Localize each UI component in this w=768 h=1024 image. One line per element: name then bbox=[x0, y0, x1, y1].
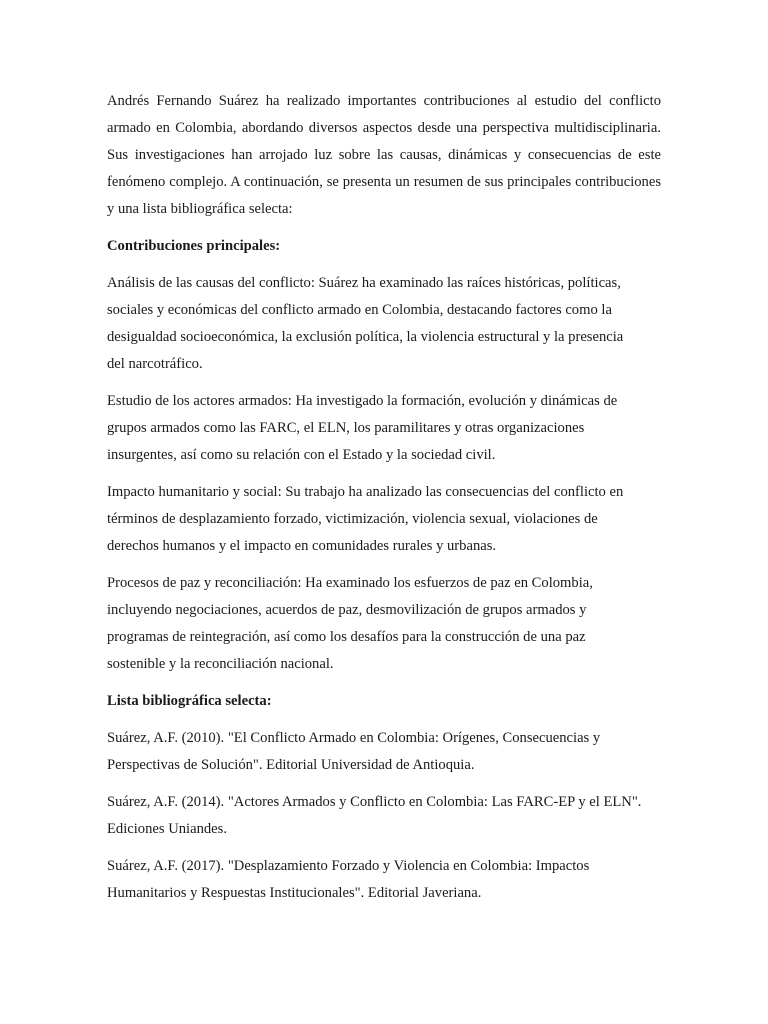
line: sociales y económicas del conflicto armado en Colombia, destacando factores como la bbox=[107, 302, 612, 318]
bibliography-item bbox=[107, 789, 661, 843]
line: Análisis de las causas del conflicto: Suárez ha examinado las raíces históricas, políticas, bbox=[107, 275, 621, 291]
contribution-peace bbox=[107, 570, 661, 678]
line: Suárez, A.F. (2010). "El Conflicto Armado en Colombia: Orígenes, Consecuencias y bbox=[107, 730, 601, 746]
contributions-heading: Contribuciones principales: bbox=[107, 238, 281, 254]
contribution-actors bbox=[107, 388, 661, 469]
line: Estudio de los actores armados: Ha investigado la formación, evolución y dinámicas de bbox=[107, 393, 618, 409]
line: programas de reintegración, así como los desafíos para la construcción de una paz bbox=[107, 629, 586, 645]
line: derechos humanos y el impacto en comunidades rurales y urbanas. bbox=[107, 538, 497, 554]
line: grupos armados como las FARC, el ELN, los paramilitares y otras organizaciones bbox=[107, 420, 585, 436]
document-page bbox=[107, 88, 661, 917]
line: del narcotráfico. bbox=[107, 356, 203, 372]
line: Procesos de paz y reconciliación: Ha examinado los esfuerzos de paz en Colombia, bbox=[107, 575, 593, 591]
line: Suárez, A.F. (2014). "Actores Armados y Conflicto en Colombia: Las FARC-EP y el ELN". bbox=[107, 794, 642, 810]
line: términos de desplazamiento forzado, victimización, violencia sexual, violaciones de bbox=[107, 511, 598, 527]
line: Humanitarios y Respuestas Institucionales". Editorial Javeriana. bbox=[107, 885, 482, 901]
line: Perspectivas de Solución". Editorial Universidad de Antioquia. bbox=[107, 757, 475, 773]
line: incluyendo negociaciones, acuerdos de paz, desmovilización de grupos armados y bbox=[107, 602, 587, 618]
contribution-causes bbox=[107, 270, 661, 378]
line: sostenible y la reconciliación nacional. bbox=[107, 656, 334, 672]
intro-paragraph: Andrés Fernando Suárez ha realizado importantes contribuciones al estudio del conflicto armado en Colombia, abordando diversos aspectos desde una perspectiva multidisciplinaria. Sus investigaciones han arrojado luz sobre las causas, dinámicas y consecuencias de este fenómeno complejo. A continuación, se presenta un resumen de sus principales contribuciones y una lista bibliográfica selecta: bbox=[107, 93, 661, 217]
bibliography-heading: Lista bibliográfica selecta: bbox=[107, 693, 272, 709]
line: Impacto humanitario y social: Su trabajo ha analizado las consecuencias del conflicto en bbox=[107, 484, 624, 500]
line: desigualdad socioeconómica, la exclusión política, la violencia estructural y la presencia bbox=[107, 329, 624, 345]
line: Suárez, A.F. (2017). "Desplazamiento Forzado y Violencia en Colombia: Impactos bbox=[107, 858, 590, 874]
contribution-impact bbox=[107, 479, 661, 560]
line: Ediciones Uniandes. bbox=[107, 821, 227, 837]
bibliography-item bbox=[107, 725, 661, 779]
line: insurgentes, así como su relación con el Estado y la sociedad civil. bbox=[107, 447, 496, 463]
bibliography-item bbox=[107, 853, 661, 907]
